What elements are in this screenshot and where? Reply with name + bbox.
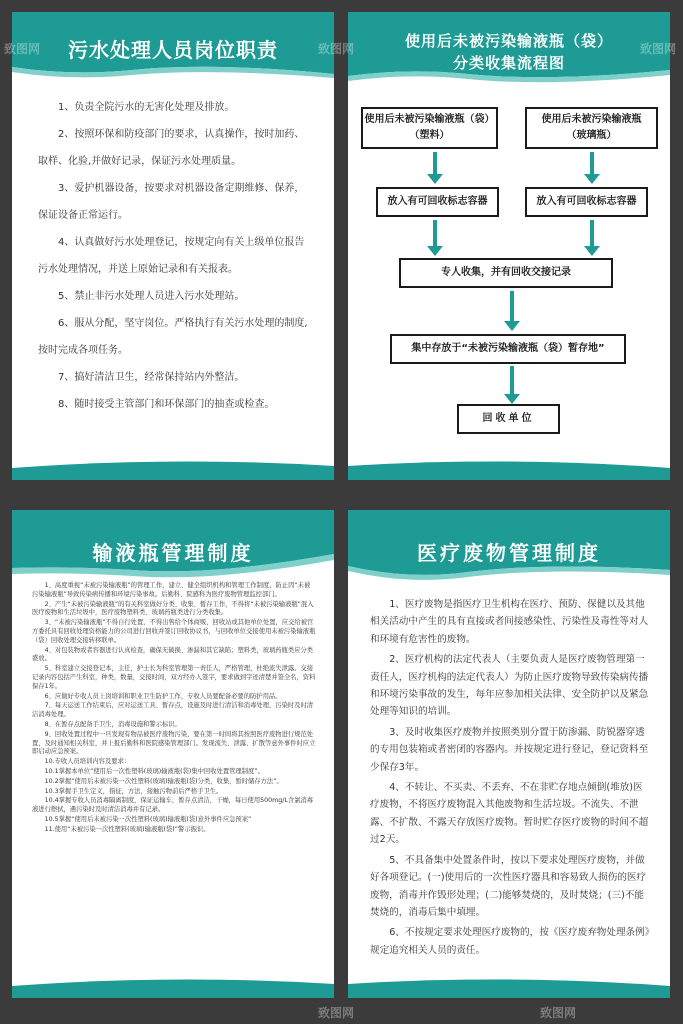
watermark: 致图网 [4, 42, 41, 56]
flow-arrow [427, 220, 443, 256]
flow-arrow [427, 152, 443, 184]
duty-list [38, 94, 312, 418]
list-item: 8、在暂存点配备手卫生，消毒设施和警示标识。 [44, 720, 181, 728]
list-item: 10.1掌握本单位“使用后一次性塑料(玻璃)输液瓶(袋)集中回收处置管理制度”。 [44, 767, 264, 775]
flow-box-recycle-left: 放入有可回收标志容器 [376, 187, 499, 217]
watermark: 致图网 [318, 42, 355, 56]
flow-box-store: 集中存放于“未被污染输液瓶（袋）暂存地” [390, 334, 626, 364]
page-title: 医疗废物管理制度 [417, 541, 601, 565]
list-item: 11.使用“未被污染一次性塑料(玻璃)输液瓶(袋)”警示振识。 [44, 825, 210, 833]
list-item: 4、认真做好污水处理登记，按规定向有关上级单位报告污水处理情况，并送上原始记录和有关报表。 [38, 237, 305, 275]
flow-box-text: （玻璃瓶） [566, 130, 617, 141]
list-item: 10.专收人员培训内容及要求： [44, 758, 131, 766]
list-item: 2、按照环保和防疫部门的要求，认真操作，按时加药、取样、化验,并做好记录，保证污水处理质量。 [38, 129, 305, 167]
list-item: 10.5掌握“使用后未被污染一次性塑料(玻璃)输液瓶(袋)意外事件应急预案” [44, 815, 252, 823]
title-line-2: 分类收集流程图 [452, 54, 565, 72]
flow-box-collect: 专人收集，并有回收交接记录 [399, 258, 613, 288]
header-banner [12, 12, 334, 92]
title-line-1: 使用后未被污染输液瓶（袋） [404, 32, 613, 50]
flow-box-text: （塑料） [409, 130, 450, 141]
list-item: 6、应做好专收人员上岗培训和职业卫生防护工作，专收人员要配备必要的防护用品。 [44, 692, 282, 700]
watermark: 致图网 [318, 1006, 355, 1020]
flow-box-plastic [361, 107, 498, 149]
watermark: 致图网 [640, 42, 677, 56]
flow-box-text: 使用后未被污染输液瓶（袋） [364, 114, 495, 125]
list-item: 3、及时收集医疗废物并按照类别分置于防渗漏、防锐器穿透的专用包装箱或者密闭的容器内。并按规定进行登记，登记资料至少保存3年。 [370, 726, 649, 773]
footer-wave [348, 976, 670, 998]
footer-wave [348, 458, 670, 480]
list-item: 7、每天运送工作结束后，应对运送工具、暂存点，设施及时进行清洁和消毒处理，污染时及时清洁消毒处理。 [32, 702, 314, 719]
header-banner [348, 12, 670, 92]
rule-list [370, 596, 650, 962]
flow-box-unit: 回收单位 [457, 404, 560, 434]
flow-arrow [504, 291, 520, 331]
list-item: 2、医疗机构的法定代表人（主要负责人是医疗废物管理第一责任人，医疗机构的法定代表人）为防止医疗废物导致传染病传播和环境污染事故的发生，每年应参加相关法律、安全防护以及紧急处理等知识的培训。 [370, 654, 649, 718]
page-title: 输液瓶管理制度 [92, 541, 254, 565]
list-item: 1、负责全院污水的无害化处理及排放。 [58, 102, 235, 113]
list-item: 5、禁止非污水处理人员进入污水处理站。 [58, 291, 245, 302]
flow-arrow [584, 220, 600, 256]
flow-box-recycle-right: 放入有可回收标志容器 [525, 187, 648, 217]
list-item: 2、产生“未被污染输液瓶”的有关科室做好分类、收集、暂存工作，不得将“未被污染输液瓶”混入医疗废物和生活垃圾中，医疗废物塑料类、玻璃药瓶类进行分类收集。 [32, 600, 314, 617]
list-item: 5、不具备集中处置条件时，按以下要求处理医疗废物，并做好各项登记。(一)使用后的一次性医疗器具和容易致人损伤的医疗废物，消毒并作毁形处理；(二)能够焚烧的，及时焚烧；(三)不能焚烧的，消毒后集中填埋。 [370, 854, 647, 918]
list-item: 10.4掌握专收人员消毒隔离制度，保证运输车，暂存点清洁，干燥，每日使用500mg/L含氯消毒液进行擦拭，遇污染时及时清洁消毒并有记录。 [32, 797, 314, 814]
page-title: 污水处理人员岗位职责 [68, 38, 278, 62]
list-item: 3、“未被污染输液瓶”不得自行处置，不得出售给个体商贩，回收站或其他单位处置，应交给被官方委托具有回收处理资格能力的公司进行回收并签订回收协议书，与回收单位交接使用未被污染输液瓶（袋）回收处理交接转移联单。 [32, 619, 316, 644]
footer-wave [12, 976, 334, 998]
list-item: 8、随时接受主管部门和环保部门的抽查或检查。 [58, 399, 275, 410]
list-item: 5、科室建立交接登记本，主任，护士长为科室管理第一责任人，严格管理，杜绝流失泄露。交接记录内容包括产生科室，种类，数量，交接时间，双方经办人签字，要求做到字迹清楚并签全名，资料保存1年。 [32, 665, 316, 690]
list-item: 3、爱护机器设备，按要求对机器设备定期维修、保养，保证设备正常运行。 [38, 183, 305, 221]
list-item: 1、医疗废物是指医疗卫生机构在医疗、预防、保健以及其他相关活动中产生的具有直接或者间接感染性、污染性及毒性等对人和环境有危害性的废物。 [370, 599, 649, 645]
watermark: 致图网 [540, 1006, 577, 1020]
page-title [348, 30, 670, 74]
list-item: 10.3掌握手卫生定义，指征，方法，接触污物前后严格手卫生。 [44, 787, 223, 795]
list-item: 6、不按规定要求处理医疗废物的，按《医疗废弃物处理条例》规定追究相关人员的责任。 [370, 927, 650, 956]
list-item: 10.2掌握“使用后未被污染一次性塑料(玻璃)输液瓶(袋)分类，收集，暂时储存方法”。 [44, 777, 283, 785]
panel-bottle-flow [348, 12, 670, 480]
panel-medical-waste-rules [348, 510, 670, 998]
flow-arrow [504, 366, 520, 404]
list-item: 4、对包装物或者容器进行认真检查，确保无破损、渗漏和其它缺陷；塑料类，玻璃药瓶类应分类盛放。 [32, 646, 314, 663]
list-item: 7、搞好清洁卫生，经常保持站内外整洁。 [58, 372, 245, 383]
header-banner [348, 510, 670, 590]
list-item: 1、高度重视“未被污染输液瓶”的管理工作，建立、健全组织机构和管理工作制度，防止因“未被污染输液瓶”导致传染病传播和环境污染事故。后勤科、院感科为医疗废物管理监控部门。 [32, 582, 311, 598]
flow-box-text: 使用后未被污染输液瓶 [541, 114, 642, 125]
flow-box-glass [525, 107, 658, 149]
footer-wave [12, 458, 334, 480]
list-item: 9、回收处置过程中一旦发现有物品被医疗废物污染，要在第一时间将其按照医疗废物进行规范处置，及时通知相关科室，并上报后勤科和医院感染管理部门。发现流失、泄露、扩散等意外事件时应立即启动应急预案。 [32, 730, 316, 756]
panel-bottle-rules [12, 510, 334, 998]
rule-list [32, 582, 316, 836]
panel-sewage-duties [12, 12, 334, 480]
flow-arrow [584, 152, 600, 184]
list-item: 4、不转让、不买卖、不丢弃、不在非贮存地点倾倒(堆放)医疗废物，不将医疗废物混入其他废物和生活垃圾。不流失、不泄露、不扩散、不露天存放医疗废物。暂时贮存医疗废物的时间不超过2天。 [370, 782, 649, 846]
header-banner [12, 510, 334, 590]
list-item: 6、服从分配，坚守岗位。严格执行有关污水处理的制度,按时完成各项任务。 [38, 318, 308, 356]
